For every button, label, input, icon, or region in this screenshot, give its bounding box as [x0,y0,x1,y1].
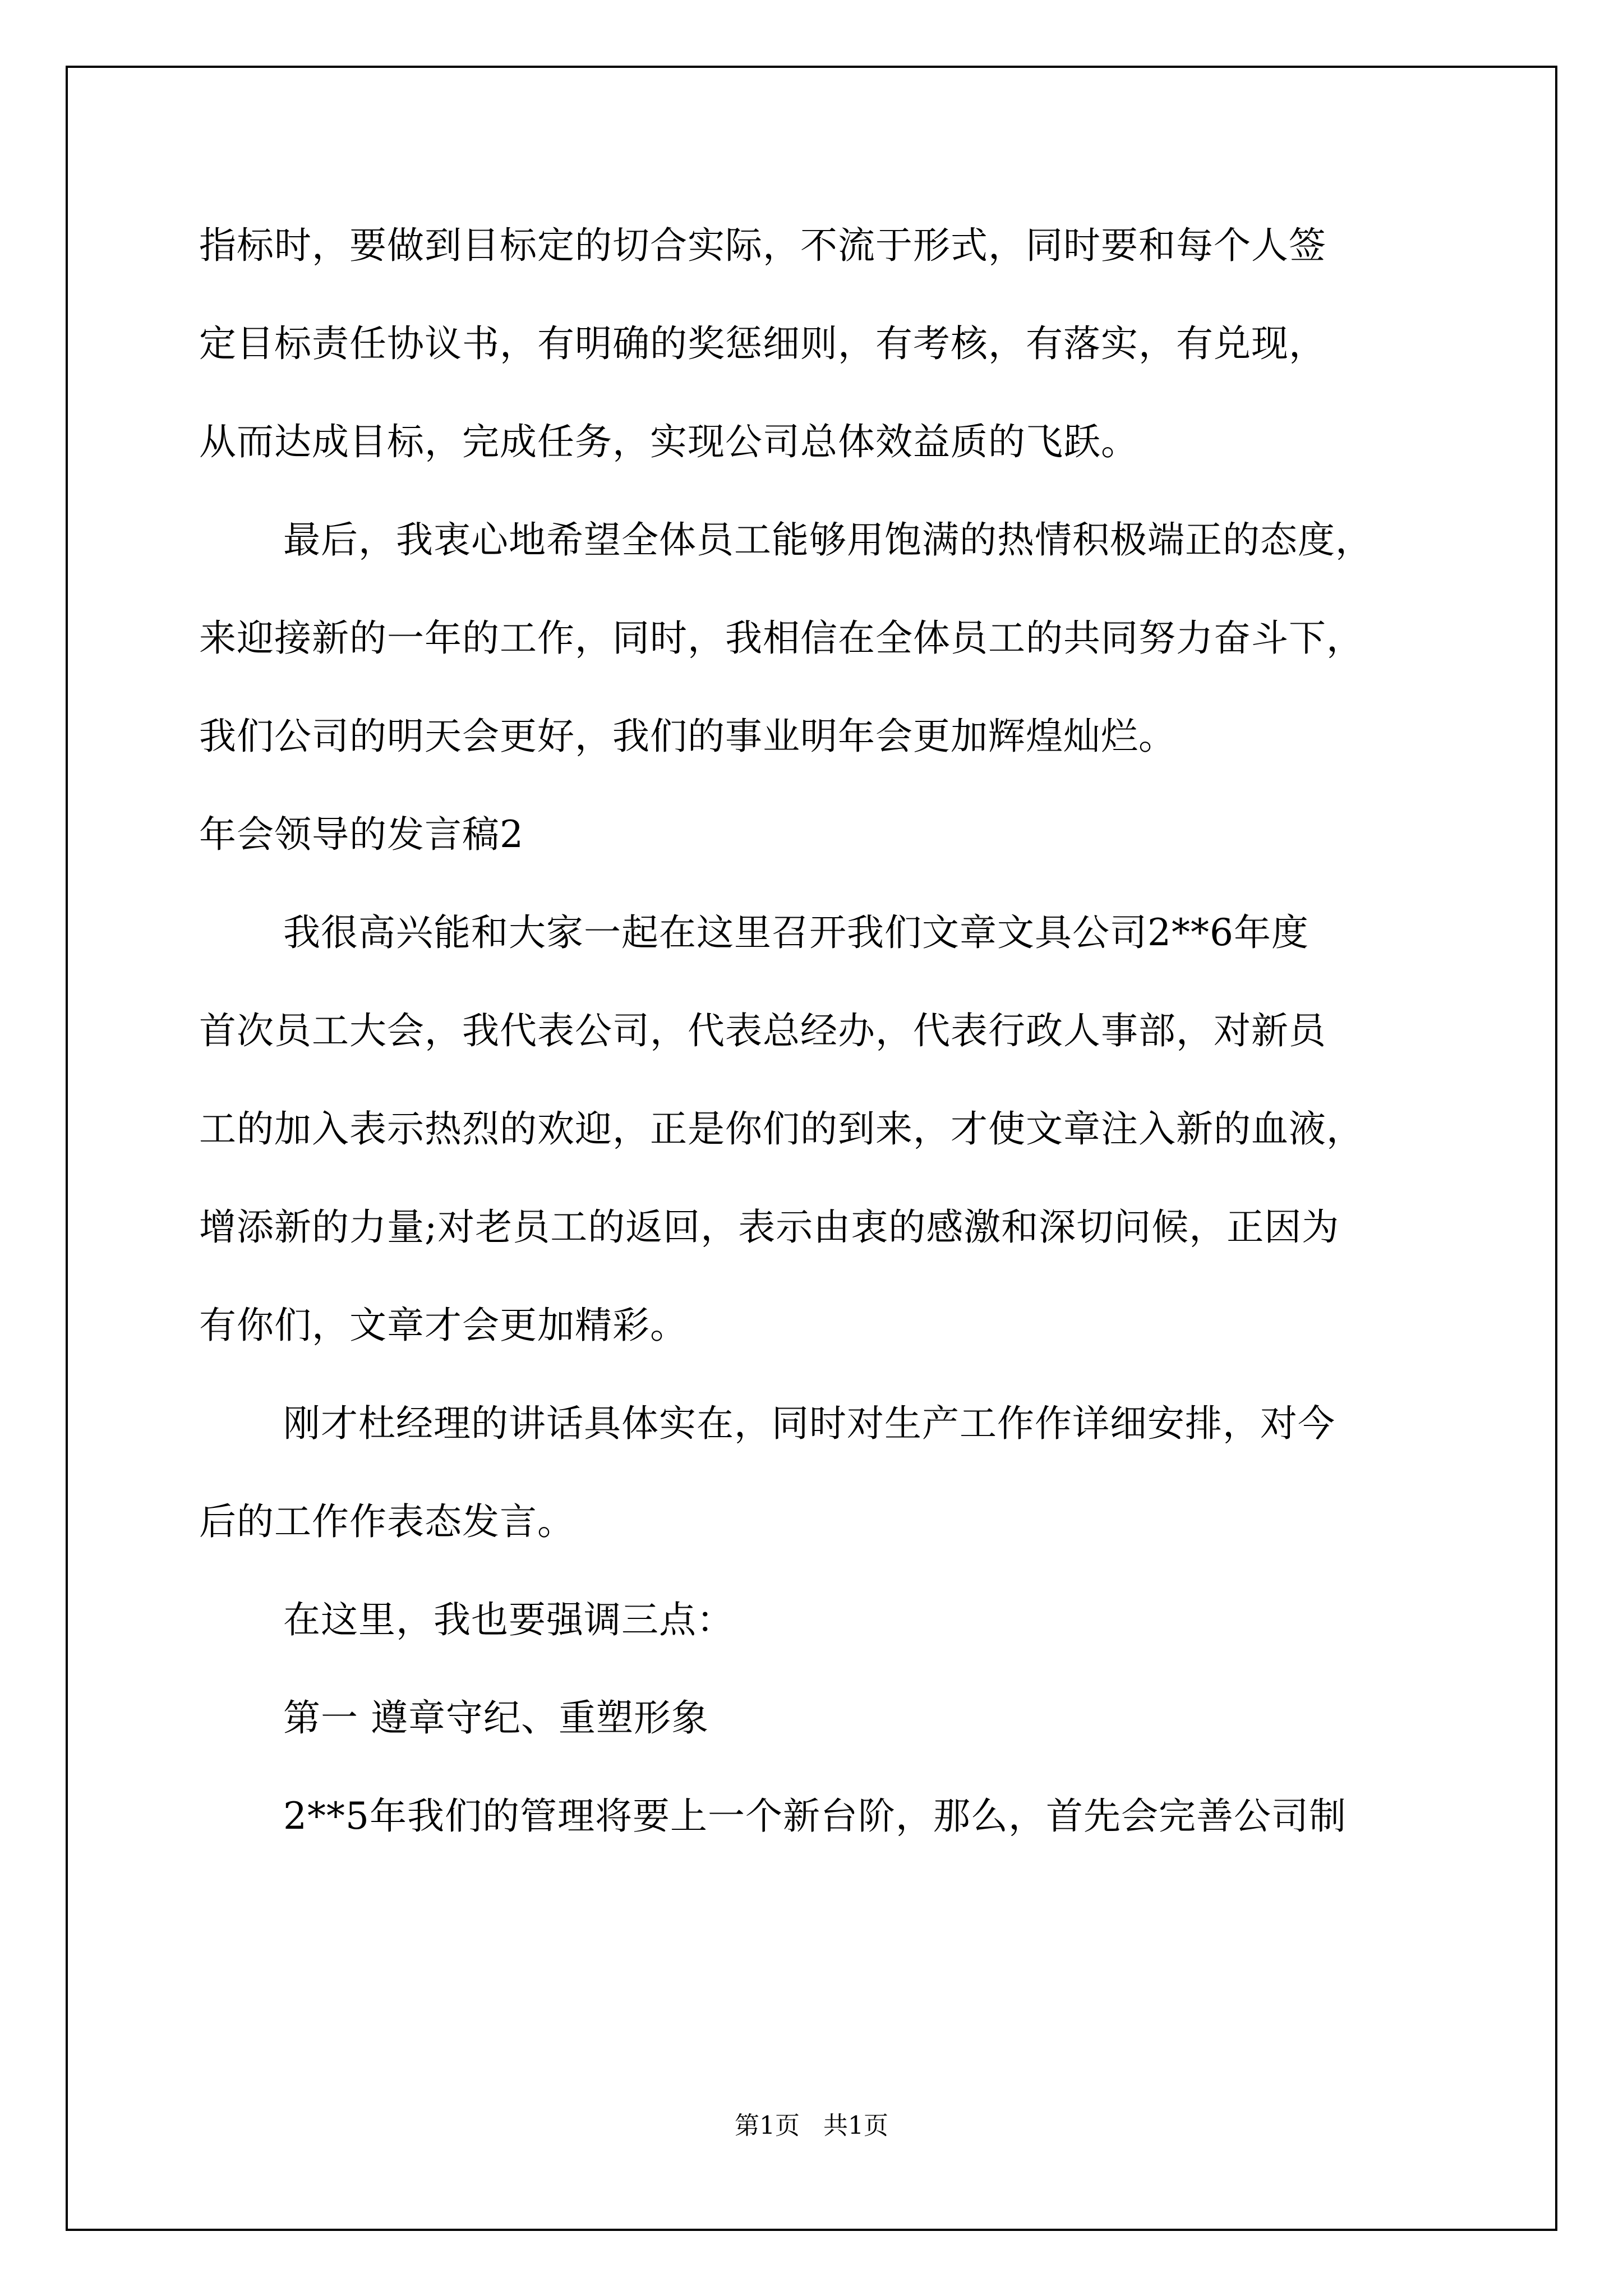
body-line: 首次员工大会，我代表公司，代表总经办，代表行政人事部，对新员 [199,1009,1326,1052]
body-line: 指标时，要做到目标定的切合实际，不流于形式，同时要和每个人签 [199,224,1326,267]
body-line: 定目标责任协议书，有明确的奖惩细则，有考核，有落实，有兑现， [199,322,1326,365]
body-line: 增添新的力量;对老员工的返回，表示由衷的感激和深切问候，正因为 [199,1205,1340,1249]
body-line: 在这里，我也要强调三点： [283,1598,734,1641]
section-heading: 年会领导的发言稿2 [199,813,524,856]
body-line: 工的加入表示热烈的欢迎，正是你们的到来，才使文章注入新的血液， [199,1107,1364,1151]
body-line: 最后，我衷心地希望全体员工能够用饱满的热情积极端正的态度， [283,518,1373,562]
subheading-line: 第一 遵章守纪、重塑形象 [283,1696,709,1740]
body-line: 后的工作作表态发言。 [199,1500,575,1543]
body-line: 我很高兴能和大家一起在这里召开我们文章文具公司2**6年度 [283,911,1309,954]
body-line: 刚才杜经理的讲话具体实在，同时对生产工作作详细安排，对今 [283,1402,1335,1445]
body-line: 有你们，文章才会更加精彩。 [199,1304,688,1347]
body-line: 2**5年我们的管理将要上一个新台阶，那么，首先会完善公司制 [283,1795,1347,1838]
body-line: 来迎接新的一年的工作，同时，我相信在全体员工的共同努力奋斗下， [199,616,1364,660]
page-footer: 第1页 共1页 [735,2111,888,2140]
body-line: 从而达成目标，完成任务，实现公司总体效益质的飞跃。 [199,420,1138,463]
body-line: 我们公司的明天会更好，我们的事业明年会更加辉煌灿烂。 [199,715,1176,758]
